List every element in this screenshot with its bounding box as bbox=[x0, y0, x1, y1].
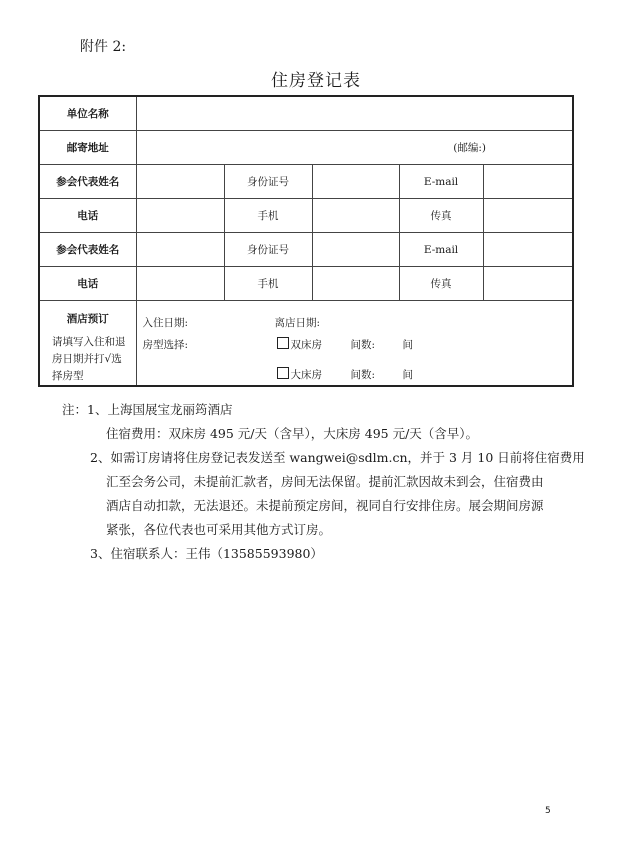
row-phone-2 bbox=[39, 267, 573, 301]
label-unit-name: 单位名称 bbox=[39, 96, 136, 131]
field-rep-name-2[interactable] bbox=[136, 233, 224, 267]
hotel-note: 请填写入住和退房日期并打√选择房型 bbox=[52, 336, 126, 382]
field-email-2[interactable] bbox=[483, 233, 573, 267]
checkbox-icon[interactable] bbox=[277, 337, 289, 349]
row-rep-1 bbox=[39, 165, 573, 199]
label-mobile-1: 手机 bbox=[224, 199, 312, 233]
king-unit: 间 bbox=[402, 369, 413, 381]
notes bbox=[62, 398, 585, 566]
field-rep-name-1[interactable] bbox=[136, 165, 224, 199]
king-option[interactable]: 大床房 bbox=[277, 367, 323, 382]
field-phone-2[interactable] bbox=[136, 267, 224, 301]
label-id-1: 身份证号 bbox=[224, 165, 312, 199]
field-mobile-2[interactable] bbox=[312, 267, 399, 301]
note-3: 3、住宿联系人：王伟（13585593980） bbox=[90, 546, 323, 561]
note-2: 2、如需订房请将住房登记表发送至 wangwei@sdlm.cn，并于 3 月 10 日前将住宿费用 bbox=[90, 450, 585, 465]
checkin-label[interactable]: 入住日期: bbox=[142, 317, 189, 329]
label-rep-name-2: 参会代表姓名 bbox=[39, 233, 136, 267]
page-number: 5 bbox=[545, 806, 551, 816]
label-id-2: 身份证号 bbox=[224, 233, 312, 267]
field-unit-name[interactable] bbox=[136, 96, 573, 131]
field-id-1[interactable] bbox=[312, 165, 399, 199]
row-hotel bbox=[39, 301, 573, 387]
field-email-1[interactable] bbox=[483, 165, 573, 199]
label-fax-2: 传真 bbox=[399, 267, 483, 301]
row-unit bbox=[39, 96, 573, 131]
row-phone-1 bbox=[39, 199, 573, 233]
room-select-label: 房型选择: bbox=[142, 339, 189, 351]
checkbox-icon[interactable] bbox=[277, 367, 289, 379]
twin-count-label: 间数: bbox=[350, 339, 376, 351]
field-phone-1[interactable] bbox=[136, 199, 224, 233]
label-phone-1: 电话 bbox=[39, 199, 136, 233]
twin-unit: 间 bbox=[402, 339, 413, 351]
note-2-line-3: 酒店自动扣款，无法退还。未提前预定房间，视同自行安排住房。展会期间房源 bbox=[106, 498, 544, 513]
field-id-2[interactable] bbox=[312, 233, 399, 267]
field-address[interactable] bbox=[136, 131, 573, 165]
field-mobile-1[interactable] bbox=[312, 199, 399, 233]
note-1-detail: 住宿费用：双床房 495 元/天（含早），大床房 495 元/天（含早）。 bbox=[106, 426, 479, 441]
label-address: 邮寄地址 bbox=[39, 131, 136, 165]
hotel-booking-area bbox=[136, 301, 573, 387]
registration-form bbox=[38, 95, 574, 387]
row-address bbox=[39, 131, 573, 165]
field-fax-1[interactable] bbox=[483, 199, 573, 233]
label-fax-1: 传真 bbox=[399, 199, 483, 233]
label-email-2: E-mail bbox=[399, 233, 483, 267]
row-rep-2 bbox=[39, 233, 573, 267]
label-rep-name-1: 参会代表姓名 bbox=[39, 165, 136, 199]
twin-option[interactable]: 双床房 bbox=[277, 337, 323, 352]
field-fax-2[interactable] bbox=[483, 267, 573, 301]
checkout-label[interactable]: 离店日期: bbox=[274, 317, 321, 329]
postcode-label: (邮编:) bbox=[453, 142, 487, 154]
note-2-line-4: 紧张，各位代表也可采用其他方式订房。 bbox=[106, 522, 332, 537]
page-title: 住房登记表 bbox=[271, 71, 361, 91]
label-email-1: E-mail bbox=[399, 165, 483, 199]
hotel-booking-label bbox=[39, 301, 136, 387]
hotel-title: 酒店预订 bbox=[66, 313, 109, 325]
note-1: 注：1、上海国展宝龙丽筠酒店 bbox=[62, 402, 233, 417]
attachment-label: 附件 2: bbox=[80, 39, 127, 55]
label-mobile-2: 手机 bbox=[224, 267, 312, 301]
label-phone-2: 电话 bbox=[39, 267, 136, 301]
king-count-label: 间数: bbox=[350, 369, 376, 381]
note-2-line-2: 汇至会务公司，未提前汇款者，房间无法保留。提前汇款因故未到会，住宿费由 bbox=[106, 474, 544, 489]
